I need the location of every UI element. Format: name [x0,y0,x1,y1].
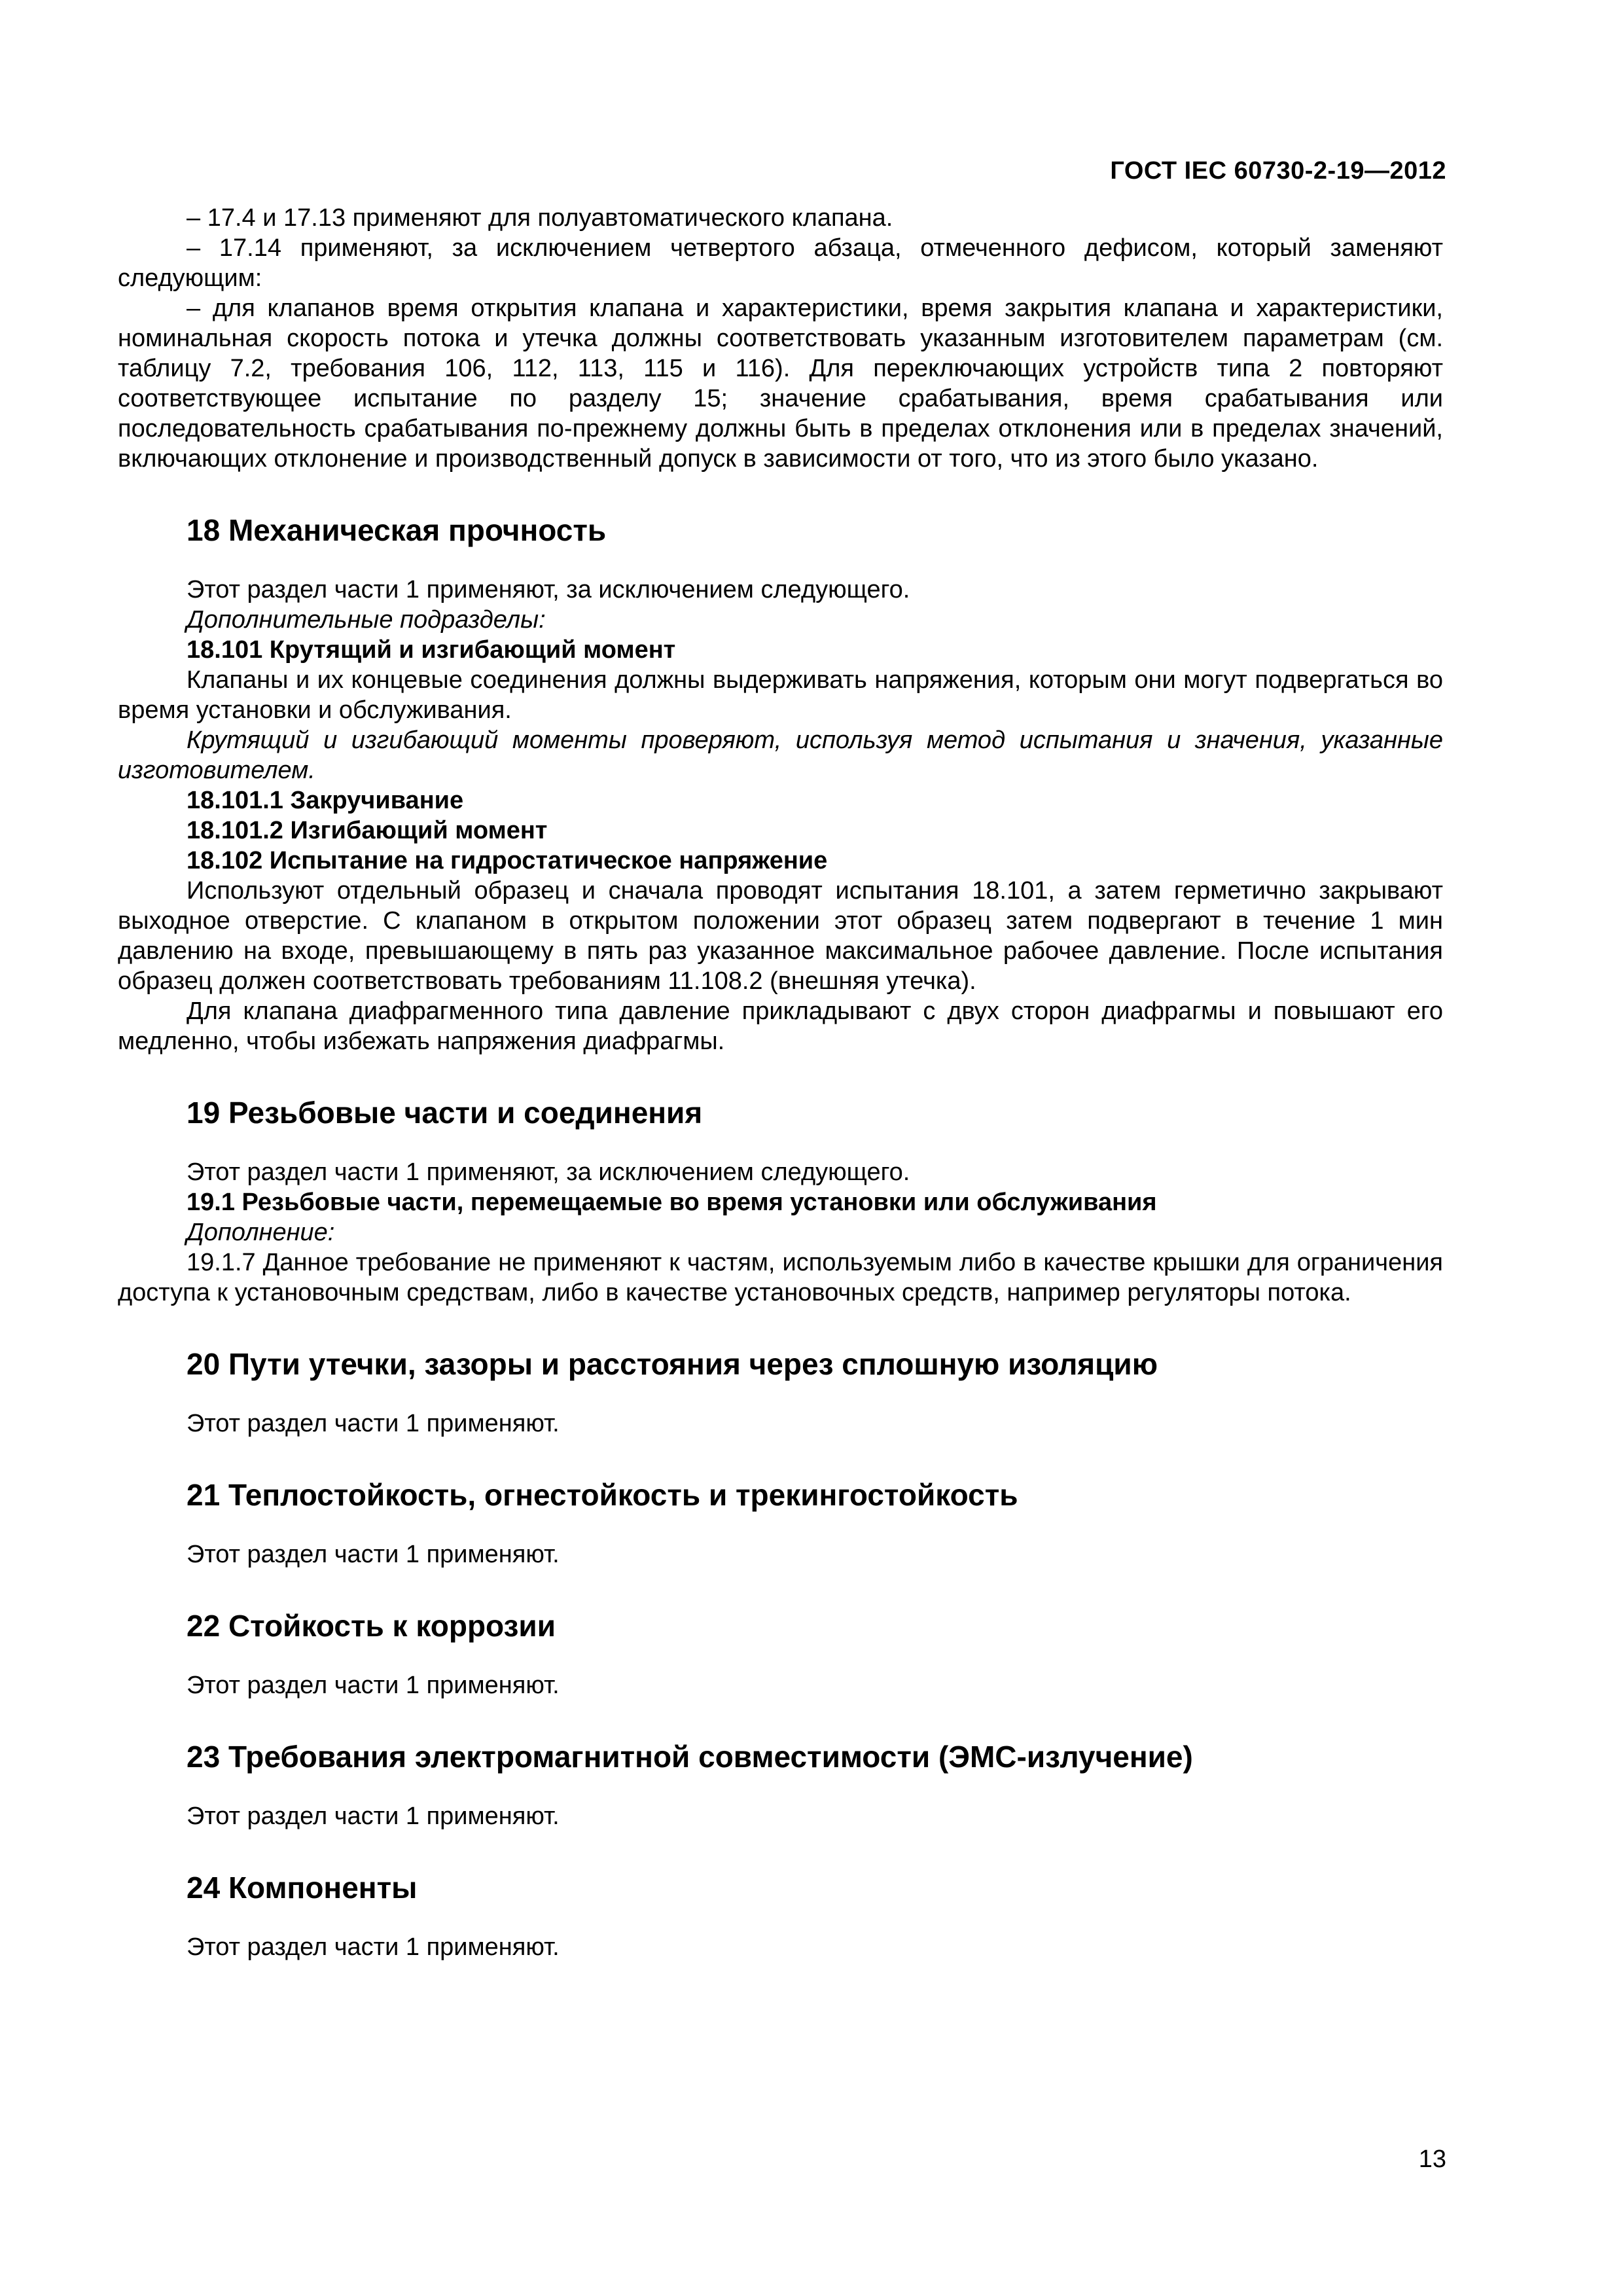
paragraph-valve-requirements: – для клапанов время открытия клапана и характеристики, время закрытия клапана и характеристики, номинальная скорость потока и утечка должны соответствовать указанным изготовителем параметрам (см. таблицу 7.2, требования 106, 112, 113, 115 и 116). Для переключающих устройств типа 2 повторяют соответствующее испытание по разделу 15; значение срабатывания, время срабатывания или последовательность срабатывания по-прежнему должны быть в пределах отклонения или в пределах значений, включающих отклонение и производственный допуск в зависимости от того, что из этого было указано. [118,295,1443,473]
subsection-18-101-test: Крутящий и изгибающий моменты проверяют, используя метод испытания и значения, указанные изготовителем. [118,726,1443,784]
section-18-title: 18 Механическая прочность [187,513,607,547]
section-18-intro: Этот раздел части 1 применяют, за исключением следующего. [187,576,910,603]
subsection-19-1-addition: Дополнение: [187,1219,335,1246]
paragraph-17-4: – 17.4 и 17.13 применяют для полуавтоматического клапана. [187,204,893,232]
subsection-19-1-7-text: 19.1.7 Данное требование не применяют к частям, используемым либо в качестве крышки для ограничения доступа к установочным средствам, либо в качестве установочных средств, например регуляторы потока. [118,1249,1443,1306]
page-number: 13 [1418,2145,1446,2173]
subsection-18-101-text: Клапаны и их концевые соединения должны выдерживать напряжения, которым они могут подвергаться во время установки и обслуживания. [118,666,1443,724]
section-21-text: Этот раздел части 1 применяют. [187,1541,560,1568]
section-19-title: 19 Резьбовые части и соединения [187,1096,703,1130]
document-header: ГОСТ IEC 60730-2-19—2012 [1110,157,1446,185]
subsection-18-102-title: 18.102 Испытание на гидростатическое напряжение [187,847,828,874]
document-body [118,203,1443,1962]
subsection-18-101-1-title: 18.101.1 Закручивание [187,787,464,814]
paragraph-17-14: – 17.14 применяют, за исключением четвертого абзаца, отмеченного дефисом, который заменяют следующим: [118,234,1443,292]
subsection-18-101-2-title: 18.101.2 Изгибающий момент [187,817,548,844]
section-24-title: 24 Компоненты [187,1871,418,1905]
subsection-18-102-text-a: Используют отдельный образец и сначала проводят испытания 18.101, а затем герметично закрывают выходное отверстие. С клапаном в открытом положении этот образец затем подвергают в течение 1 мин давлению на входе, превышающему в пять раз указанное максимальное рабочее давление. После испытания образец должен соответствовать требованиям 11.108.2 (внешняя утечка). [118,877,1443,995]
section-19-intro: Этот раздел части 1 применяют, за исключением следующего. [187,1158,910,1186]
section-23-text: Этот раздел части 1 применяют. [187,1803,560,1830]
section-20-text: Этот раздел части 1 применяют. [187,1410,560,1437]
section-22-text: Этот раздел части 1 применяют. [187,1672,560,1699]
section-21-title: 21 Теплостойкость, огнестойкость и трекингостойкость [187,1478,1018,1512]
subsection-18-102-text-b: Для клапана диафрагменного типа давление прикладывают с двух сторон диафрагмы и повышают его медленно, чтобы избежать напряжения диафрагмы. [118,997,1443,1055]
section-24-text: Этот раздел части 1 применяют. [187,1933,560,1961]
subsection-19-1-title: 19.1 Резьбовые части, перемещаемые во время установки или обслуживания [187,1189,1157,1216]
section-20-title: 20 Пути утечки, зазоры и расстояния через сплошную изоляцию [187,1347,1158,1381]
section-22-title: 22 Стойкость к коррозии [187,1609,556,1643]
section-23-title: 23 Требования электромагнитной совместимости (ЭМС-излучение) [187,1740,1193,1774]
subsection-18-101-title: 18.101 Крутящий и изгибающий момент [187,636,676,664]
section-18-additional: Дополнительные подразделы: [187,606,546,634]
